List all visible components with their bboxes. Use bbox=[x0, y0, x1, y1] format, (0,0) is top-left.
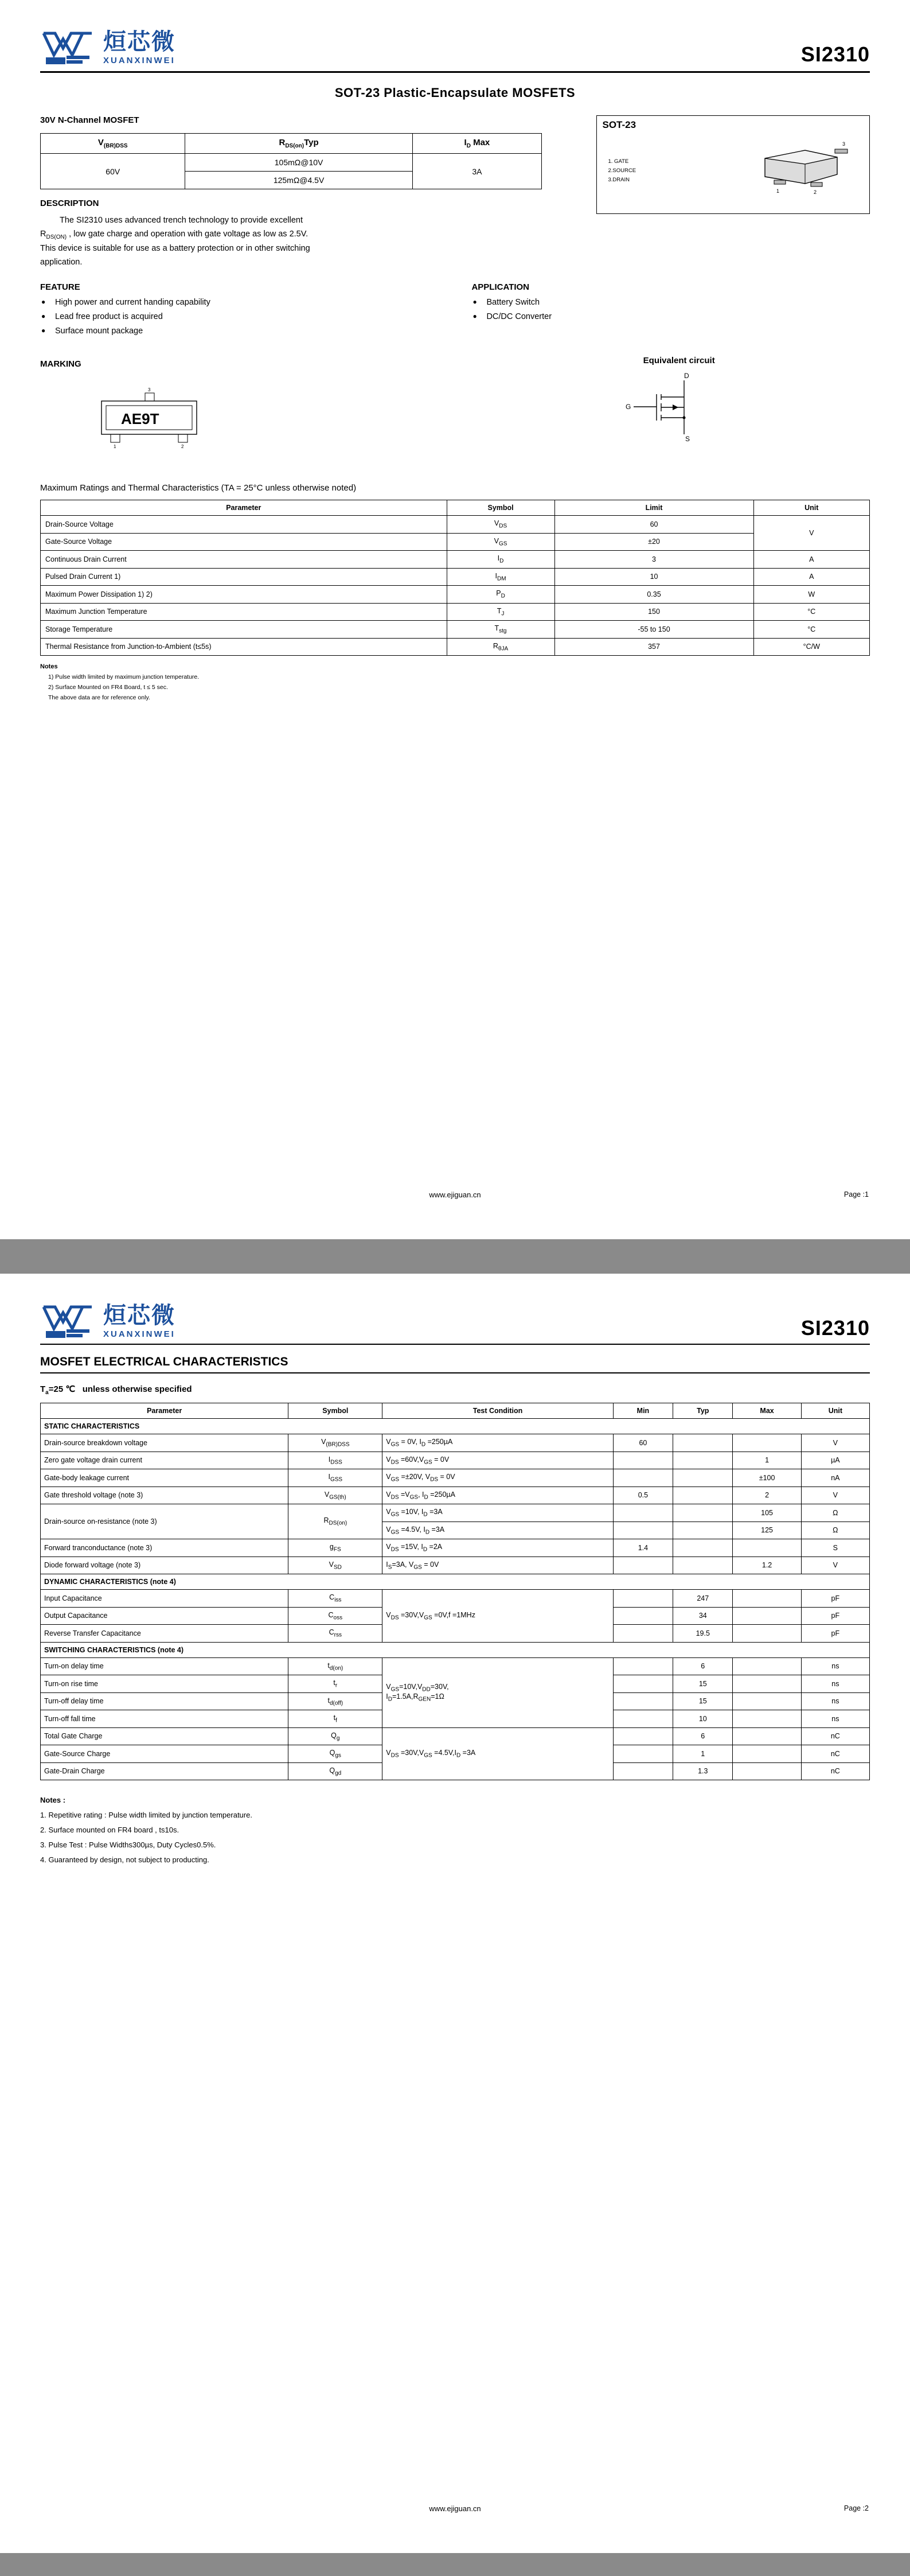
list-item: ● Lead free product is acquired bbox=[55, 312, 471, 321]
sot23-package-icon bbox=[725, 131, 862, 205]
col-idmax: $I_D$ Max bbox=[412, 134, 541, 154]
marking-code-text: AE9T bbox=[121, 410, 159, 428]
ec-symbol: $V_{SD}$ bbox=[288, 1557, 382, 1574]
rating-parameter: Thermal Resistance from Junction-to-Ambient (t≤5s) bbox=[41, 638, 447, 656]
rating-limit: 0.35 bbox=[554, 586, 753, 604]
rating-symbol: $T_{stg}$ bbox=[447, 621, 554, 639]
ec-min bbox=[613, 1607, 673, 1625]
note-item: 2. Surface mounted on FR4 board , ts10s. bbox=[40, 1826, 179, 1834]
ec-unit: nC bbox=[801, 1745, 869, 1763]
ec-parameter: Input Capacitance bbox=[41, 1590, 288, 1608]
ec-max bbox=[733, 1675, 801, 1693]
rating-limit: ±20 bbox=[554, 533, 753, 551]
col-parameter: Parameter bbox=[41, 1403, 288, 1419]
ec-condition: $V_{GS} =4.5V$, $I_D =3A$ bbox=[382, 1522, 613, 1539]
rating-symbol: $I_{DM}$ bbox=[447, 568, 554, 586]
rating-limit: 150 bbox=[554, 603, 753, 621]
ec-parameter: Turn-off fall time bbox=[41, 1710, 288, 1728]
feature-column bbox=[40, 282, 471, 341]
application-list bbox=[471, 298, 870, 321]
ec-max: 125 bbox=[733, 1522, 801, 1539]
page-title: SOT-23 Plastic-Encapsulate MOSFETS bbox=[334, 85, 576, 100]
top-section bbox=[40, 115, 870, 270]
ec-symbol: $t_{d(off)}$ bbox=[288, 1692, 382, 1710]
col-max: Max bbox=[733, 1403, 801, 1419]
ec-min bbox=[613, 1657, 673, 1675]
equivalent-circuit-heading: Equivalent circuit bbox=[643, 356, 715, 366]
company-logo bbox=[40, 1302, 175, 1340]
description-heading: DESCRIPTION bbox=[40, 199, 99, 208]
col-rdson: $R_{DS(on)}Typ$ bbox=[185, 134, 412, 154]
ec-typ bbox=[673, 1522, 733, 1539]
note-item: 4. Guaranteed by design, not subject to producting. bbox=[40, 1855, 209, 1864]
ec-symbol: $t_f$ bbox=[288, 1710, 382, 1728]
ec-max: 105 bbox=[733, 1504, 801, 1522]
rating-parameter: Gate-Source Voltage bbox=[41, 533, 447, 551]
ec-unit: S bbox=[801, 1539, 869, 1557]
ec-symbol: $t_r$ bbox=[288, 1675, 382, 1693]
ec-condition: $V_{GS} =10V$, $I_D =3A$ bbox=[382, 1504, 613, 1522]
svg-text:S: S bbox=[685, 435, 690, 443]
ec-unit: ns bbox=[801, 1692, 869, 1710]
ec-unit: ns bbox=[801, 1675, 869, 1693]
ec-unit: nA bbox=[801, 1469, 869, 1487]
ec-unit: V bbox=[801, 1487, 869, 1504]
table-row bbox=[41, 638, 870, 656]
ec-min bbox=[613, 1469, 673, 1487]
ec-typ bbox=[673, 1539, 733, 1557]
cell-id: 3A bbox=[412, 154, 541, 189]
ec-typ: 6 bbox=[673, 1727, 733, 1745]
svg-text:3: 3 bbox=[842, 141, 846, 147]
table-header-row bbox=[41, 1403, 870, 1419]
rating-symbol: $V_{DS}$ bbox=[447, 516, 554, 534]
ec-unit: Ω bbox=[801, 1504, 869, 1522]
ec-symbol: $R_{DS(on)}$ bbox=[288, 1504, 382, 1539]
ec-max bbox=[733, 1434, 801, 1452]
ec-typ: 247 bbox=[673, 1590, 733, 1608]
page1-footer bbox=[0, 1190, 910, 1199]
header-rule bbox=[40, 1344, 870, 1345]
footer-website: www.ejiguan.cn bbox=[429, 2504, 481, 2513]
group-dynamic: DYNAMIC CHARACTERISTICS (note 4) bbox=[41, 1574, 870, 1590]
rating-limit: -55 to 150 bbox=[554, 621, 753, 639]
ec-min bbox=[613, 1727, 673, 1745]
feature-heading: FEATURE bbox=[40, 282, 80, 293]
svg-text:1: 1 bbox=[114, 444, 116, 450]
ec-max bbox=[733, 1625, 801, 1643]
svg-text:1: 1 bbox=[776, 188, 780, 194]
pkg-pin-1: 1. GATE bbox=[608, 158, 629, 165]
rating-unit: °C/W bbox=[753, 638, 869, 656]
table-row bbox=[41, 1539, 870, 1557]
ec-parameter: Zero gate voltage drain current bbox=[41, 1452, 288, 1469]
page-1 bbox=[0, 0, 910, 1239]
note-item: 1. Repetitive rating : Pulse width limited by junction temperature. bbox=[40, 1811, 252, 1819]
svg-text:G: G bbox=[626, 403, 631, 411]
ec-typ: 6 bbox=[673, 1657, 733, 1675]
list-item: ● DC/DC Converter bbox=[486, 312, 870, 321]
rating-unit: V bbox=[753, 516, 869, 551]
ec-min bbox=[613, 1504, 673, 1522]
ec-min bbox=[613, 1710, 673, 1728]
table-header-row bbox=[41, 500, 870, 516]
ec-condition: $I_S=3A$, $V_{GS} = 0V$ bbox=[382, 1557, 613, 1574]
top-left-column bbox=[40, 115, 563, 270]
footer-page-number: Page :2 bbox=[843, 2504, 869, 2512]
cell-rds-10v: 105mΩ@10V bbox=[185, 154, 412, 172]
application-column bbox=[471, 282, 870, 341]
ec-parameter: Forward tranconductance (note 3) bbox=[41, 1539, 288, 1557]
rating-parameter: Storage Temperature bbox=[41, 621, 447, 639]
logo-english-name: XUANXINWEI bbox=[103, 1329, 175, 1339]
description-text bbox=[40, 214, 563, 270]
pkg-pin-3: 3.DRAIN bbox=[608, 177, 630, 184]
table-row bbox=[41, 1590, 870, 1608]
table-row bbox=[41, 1557, 870, 1574]
page2-notes bbox=[40, 1793, 870, 1867]
table-row bbox=[41, 1504, 870, 1522]
table-row bbox=[41, 516, 870, 534]
page-2 bbox=[0, 1274, 910, 2553]
equivalent-circuit-column bbox=[488, 351, 870, 457]
ec-typ bbox=[673, 1452, 733, 1469]
ec-unit: pF bbox=[801, 1625, 869, 1643]
page2-header bbox=[40, 1297, 870, 1340]
ec-parameter: Turn-on rise time bbox=[41, 1675, 288, 1693]
test-condition-line: $T_a=25$ ℃ unless otherwise specified bbox=[40, 1384, 192, 1396]
ratings-table bbox=[40, 500, 870, 656]
ec-min bbox=[613, 1590, 673, 1608]
ec-max: 2 bbox=[733, 1487, 801, 1504]
footer-website: www.ejiguan.cn bbox=[429, 1190, 481, 1199]
ec-condition: $V_{DS} =30V,V_{GS} =4.5V,I_D =3A$ bbox=[382, 1727, 613, 1780]
cell-vbr: 60V bbox=[41, 154, 185, 189]
rating-unit: A bbox=[753, 551, 869, 569]
table-row bbox=[41, 134, 542, 154]
ec-symbol: $Q_{gd}$ bbox=[288, 1762, 382, 1780]
ec-typ bbox=[673, 1434, 733, 1452]
rating-unit: °C bbox=[753, 603, 869, 621]
rating-unit: A bbox=[753, 568, 869, 586]
ec-parameter: Gate-body leakage current bbox=[41, 1469, 288, 1487]
rating-symbol: $I_D$ bbox=[447, 551, 554, 569]
ec-parameter: Drain-source on-resistance (note 3) bbox=[41, 1504, 288, 1539]
ec-typ bbox=[673, 1469, 733, 1487]
ec-typ bbox=[673, 1504, 733, 1522]
part-number: SI2310 bbox=[800, 42, 870, 66]
desc-line-4: application. bbox=[40, 258, 83, 267]
ec-symbol: $I_{GSS}$ bbox=[288, 1469, 382, 1487]
table-row bbox=[41, 603, 870, 621]
ec-unit: µA bbox=[801, 1452, 869, 1469]
ec-max bbox=[733, 1727, 801, 1745]
col-symbol: Symbol bbox=[447, 500, 554, 516]
ec-typ: 1 bbox=[673, 1745, 733, 1763]
rating-symbol: $V_{GS}$ bbox=[447, 533, 554, 551]
ec-min: 1.4 bbox=[613, 1539, 673, 1557]
logo-xxw-icon bbox=[40, 29, 95, 67]
ratings-title: Maximum Ratings and Thermal Characteristics (TA = 25°C unless otherwise noted) bbox=[40, 483, 357, 493]
ec-parameter: Gate threshold voltage (note 3) bbox=[41, 1487, 288, 1504]
ec-min bbox=[613, 1557, 673, 1574]
ec-min bbox=[613, 1452, 673, 1469]
ec-unit: Ω bbox=[801, 1522, 869, 1539]
ec-typ: 10 bbox=[673, 1710, 733, 1728]
package-pin-list bbox=[608, 157, 636, 185]
svg-text:3: 3 bbox=[148, 387, 151, 393]
ec-max: 1.2 bbox=[733, 1557, 801, 1574]
ec-symbol: $Q_{gs}$ bbox=[288, 1745, 382, 1763]
logo-xxw-icon bbox=[40, 1302, 95, 1340]
page1-notes bbox=[40, 661, 870, 703]
ec-max bbox=[733, 1692, 801, 1710]
ec-symbol: $C_{iss}$ bbox=[288, 1590, 382, 1608]
desc-line-1: The SI2310 uses advanced trench technology to provide excellent bbox=[60, 216, 303, 225]
col-test-condition: Test Condition bbox=[382, 1403, 613, 1419]
footer-page-number: Page :1 bbox=[843, 1190, 869, 1198]
note-item: The above data are for reference only. bbox=[48, 694, 150, 701]
table-row bbox=[41, 1469, 870, 1487]
ec-parameter: Turn-off delay time bbox=[41, 1692, 288, 1710]
rating-limit: 3 bbox=[554, 551, 753, 569]
ec-typ: 34 bbox=[673, 1607, 733, 1625]
col-unit: Unit bbox=[753, 500, 869, 516]
marking-heading: MARKING bbox=[40, 359, 81, 369]
ec-parameter: Gate-Source Charge bbox=[41, 1745, 288, 1763]
ec-symbol: $V_{GS(th)}$ bbox=[288, 1487, 382, 1504]
marking-package-icon bbox=[72, 385, 244, 454]
svg-text:2: 2 bbox=[814, 189, 817, 195]
ec-parameter: Diode forward voltage (note 3) bbox=[41, 1557, 288, 1574]
rating-parameter: Pulsed Drain Current 1) bbox=[41, 568, 447, 586]
table-row bbox=[41, 1434, 870, 1452]
electrical-characteristics-title: MOSFET ELECTRICAL CHARACTERISTICS bbox=[40, 1355, 288, 1368]
rating-symbol: $P_D$ bbox=[447, 586, 554, 604]
marking-drawing bbox=[72, 385, 488, 457]
table-group-row bbox=[41, 1642, 870, 1657]
ec-unit: ns bbox=[801, 1657, 869, 1675]
rating-parameter: Continuous Drain Current bbox=[41, 551, 447, 569]
rating-parameter: Maximum Power Dissipation 1) 2) bbox=[41, 586, 447, 604]
ec-typ bbox=[673, 1487, 733, 1504]
rating-limit: 10 bbox=[554, 568, 753, 586]
ec-max: 1 bbox=[733, 1452, 801, 1469]
ec-max bbox=[733, 1710, 801, 1728]
package-diagram bbox=[596, 115, 870, 214]
logo-chinese-name: 烜芯微 bbox=[103, 1302, 175, 1329]
ec-condition: $V_{DS} =15V$, $I_D =2A$ bbox=[382, 1539, 613, 1557]
ec-typ: 1.3 bbox=[673, 1762, 733, 1780]
rating-limit: 60 bbox=[554, 516, 753, 534]
table-group-row bbox=[41, 1574, 870, 1590]
ec-unit: nC bbox=[801, 1727, 869, 1745]
notes-heading: Notes : bbox=[40, 1796, 66, 1804]
list-item: ● Surface mount package bbox=[55, 326, 471, 336]
logo-english-name: XUANXINWEI bbox=[103, 55, 175, 65]
col-parameter: Parameter bbox=[41, 500, 447, 516]
svg-text:D: D bbox=[684, 372, 689, 380]
col-vbrdss: $V_{(BR)DSS}$ bbox=[41, 134, 185, 154]
rating-limit: 357 bbox=[554, 638, 753, 656]
notes-heading: Notes bbox=[40, 663, 58, 671]
col-symbol: Symbol bbox=[288, 1403, 382, 1419]
col-typ: Typ bbox=[673, 1403, 733, 1419]
ec-condition: $V_{DS} =30V,V_{GS} =0V,f =1MHz$ bbox=[382, 1590, 613, 1643]
table-row bbox=[41, 621, 870, 639]
ec-symbol: $Q_g$ bbox=[288, 1727, 382, 1745]
table-row bbox=[41, 533, 870, 551]
group-switching: SWITCHING CHARACTERISTICS (note 4) bbox=[41, 1642, 870, 1657]
note-item: 2) Surface Mounted on FR4 Board, t ≤ 5 sec. bbox=[48, 683, 168, 691]
ec-condition: $V_{DS} =60V,V_{GS} = 0V$ bbox=[382, 1452, 613, 1469]
feature-list bbox=[40, 298, 471, 336]
table-row bbox=[41, 1727, 870, 1745]
rating-parameter: Drain-Source Voltage bbox=[41, 516, 447, 534]
svg-text:2: 2 bbox=[181, 444, 184, 450]
ec-unit: nC bbox=[801, 1762, 869, 1780]
ec-unit: ns bbox=[801, 1710, 869, 1728]
ec-min bbox=[613, 1745, 673, 1763]
ec-min bbox=[613, 1762, 673, 1780]
ec-max bbox=[733, 1539, 801, 1557]
table-row bbox=[41, 1452, 870, 1469]
list-item: ● High power and current handing capability bbox=[55, 298, 471, 307]
page2-footer bbox=[0, 2504, 910, 2513]
ec-symbol: $t_{d(on)}$ bbox=[288, 1657, 382, 1675]
ec-typ bbox=[673, 1557, 733, 1574]
ec-symbol: $V_{(BR)DSS}$ bbox=[288, 1434, 382, 1452]
mosfet-symbol-icon bbox=[613, 369, 745, 443]
ec-typ: 15 bbox=[673, 1692, 733, 1710]
part-number: SI2310 bbox=[800, 1316, 870, 1340]
ec-typ: 15 bbox=[673, 1675, 733, 1693]
cell-rds-45v: 125mΩ@4.5V bbox=[185, 172, 412, 189]
col-limit: Limit bbox=[554, 500, 753, 516]
ec-unit: V bbox=[801, 1557, 869, 1574]
col-unit: Unit bbox=[801, 1403, 869, 1419]
company-logo bbox=[40, 29, 175, 67]
ec-condition: $V_{GS} = 0V$, $I_D =250\mu A$ bbox=[382, 1434, 613, 1452]
ec-unit: pF bbox=[801, 1590, 869, 1608]
ec-max bbox=[733, 1590, 801, 1608]
page1-header bbox=[40, 23, 870, 67]
logo-chinese-name: 烜芯微 bbox=[103, 28, 175, 55]
subtitle: 30V N-Channel MOSFET bbox=[40, 115, 139, 125]
header-rule bbox=[40, 71, 870, 73]
rating-parameter: Maximum Junction Temperature bbox=[41, 603, 447, 621]
rating-unit: W bbox=[753, 586, 869, 604]
table-row bbox=[41, 1487, 870, 1504]
col-min: Min bbox=[613, 1403, 673, 1419]
list-item: ● Battery Switch bbox=[486, 298, 870, 307]
ec-min bbox=[613, 1625, 673, 1643]
ec-max bbox=[733, 1657, 801, 1675]
ec-unit: pF bbox=[801, 1607, 869, 1625]
ec-max bbox=[733, 1745, 801, 1763]
ec-min: 60 bbox=[613, 1434, 673, 1452]
package-label: SOT-23 bbox=[602, 119, 636, 130]
ec-parameter: Reverse Transfer Capacitance bbox=[41, 1625, 288, 1643]
ec-parameter: Turn-on delay time bbox=[41, 1657, 288, 1675]
ec-min bbox=[613, 1675, 673, 1693]
ec-condition: $V_{GS} =\pm 20V$, $V_{DS} = 0V$ bbox=[382, 1469, 613, 1487]
ec-symbol: $C_{rss}$ bbox=[288, 1625, 382, 1643]
application-heading: APPLICATION bbox=[471, 282, 529, 293]
top-right-column bbox=[596, 115, 870, 270]
ec-max: ±100 bbox=[733, 1469, 801, 1487]
table-row bbox=[41, 154, 542, 172]
ec-min bbox=[613, 1692, 673, 1710]
rating-unit: °C bbox=[753, 621, 869, 639]
note-item: 1) Pulse width limited by maximum junction temperature. bbox=[48, 673, 200, 680]
table-row bbox=[41, 1657, 870, 1675]
ec-symbol: $g_{FS}$ bbox=[288, 1539, 382, 1557]
ec-unit: V bbox=[801, 1434, 869, 1452]
rating-symbol: $T_J$ bbox=[447, 603, 554, 621]
marking-section bbox=[40, 351, 870, 457]
table-row bbox=[41, 586, 870, 604]
ec-condition: $V_{DS} =V_{GS}$, $I_D =250\mu A$ bbox=[382, 1487, 613, 1504]
table-row bbox=[41, 551, 870, 569]
ec-parameter: Drain-source breakdown voltage bbox=[41, 1434, 288, 1452]
ec-parameter: Gate-Drain Charge bbox=[41, 1762, 288, 1780]
note-item: 3. Pulse Test : Pulse Widths300µs, Duty Cycles0.5%. bbox=[40, 1840, 216, 1849]
ec-min: 0.5 bbox=[613, 1487, 673, 1504]
page-separator bbox=[0, 1239, 910, 1274]
ec-typ: 19.5 bbox=[673, 1625, 733, 1643]
ec-symbol: $C_{oss}$ bbox=[288, 1607, 382, 1625]
ec-min bbox=[613, 1522, 673, 1539]
ec-condition: $V_{GS}=10V,V_{DD}=30V$, $I_D=1.5A,R_{GEN}=1\Omega$ bbox=[382, 1657, 613, 1727]
ec-parameter: Total Gate Charge bbox=[41, 1727, 288, 1745]
ec-max bbox=[733, 1762, 801, 1780]
feature-application-row bbox=[40, 282, 870, 341]
electrical-characteristics-table bbox=[40, 1403, 870, 1780]
ec-parameter: Output Capacitance bbox=[41, 1607, 288, 1625]
title-rule bbox=[40, 1372, 870, 1373]
rating-symbol: $R_{\theta JA}$ bbox=[447, 638, 554, 656]
pkg-pin-2: 2.SOURCE bbox=[608, 168, 636, 174]
ec-max bbox=[733, 1607, 801, 1625]
desc-line-2: $R_{DS(ON)}$ , low gate charge and operation with gate voltage as low as 2.5V. bbox=[40, 229, 308, 240]
desc-line-3: This device is suitable for use as a battery protection or in other switching bbox=[40, 244, 310, 254]
marking-column bbox=[40, 351, 488, 457]
spec-summary-table bbox=[40, 133, 542, 189]
ec-symbol: $I_{DSS}$ bbox=[288, 1452, 382, 1469]
table-row bbox=[41, 568, 870, 586]
table-group-row bbox=[41, 1419, 870, 1434]
group-static: STATIC CHARACTERISTICS bbox=[41, 1419, 870, 1434]
